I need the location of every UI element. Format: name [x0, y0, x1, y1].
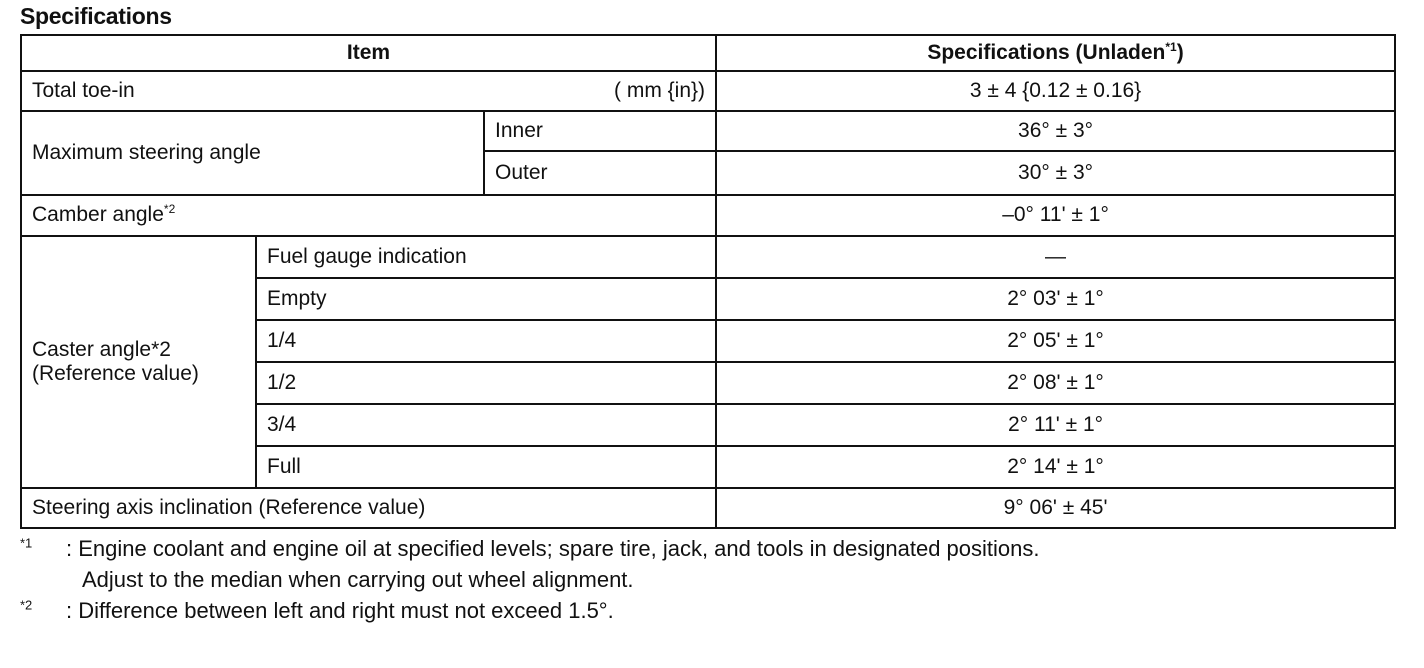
steering-angle-label: Maximum steering angle — [21, 111, 484, 195]
caster-item-value: 2° 14' ± 1° — [716, 446, 1395, 488]
footnote-line: : Difference between left and right must not exceed 1.5°. — [66, 598, 614, 623]
footnote-mark — [20, 595, 66, 626]
caster-item-value: — — [716, 236, 1395, 278]
toe-in-label-cell — [21, 71, 716, 111]
caster-item-label: Empty — [256, 278, 716, 320]
table-header-row — [21, 35, 1395, 71]
steering-outer-label: Outer — [484, 151, 716, 195]
caster-item-value: 2° 05' ± 1° — [716, 320, 1395, 362]
caster-item-value: 2° 03' ± 1° — [716, 278, 1395, 320]
caster-item-value: 2° 11' ± 1° — [716, 404, 1395, 446]
caster-item-label: 1/4 — [256, 320, 716, 362]
steering-axis-label: Steering axis inclination (Reference value) — [21, 488, 716, 528]
toe-in-unit: ( mm {in}) — [614, 78, 706, 102]
caster-item-value: 2° 08' ± 1° — [716, 362, 1395, 404]
camber-label: Camber angle — [32, 203, 164, 227]
camber-label-cell — [21, 195, 716, 236]
table-row — [21, 488, 1395, 528]
specifications-table — [20, 34, 1396, 529]
page-title: Specifications — [20, 3, 172, 29]
caster-item-label: Full — [256, 446, 716, 488]
footnote-1 — [20, 533, 1040, 595]
table-row — [21, 111, 1395, 151]
spec-header-close: ) — [1176, 40, 1184, 64]
steering-inner-value: 36° ± 3° — [716, 111, 1395, 151]
footnote-line: : Engine coolant and engine oil at specified levels; spare tire, jack, and tools in designated positions. — [66, 536, 1040, 561]
steering-outer-value: 30° ± 3° — [716, 151, 1395, 195]
spec-header — [716, 35, 1395, 71]
caster-item-label: 1/2 — [256, 362, 716, 404]
steering-axis-value: 9° 06' ± 45' — [716, 488, 1395, 528]
table-row — [21, 71, 1395, 111]
caster-item-label: 3/4 — [256, 404, 716, 446]
toe-in-label: Total toe-in — [32, 78, 135, 102]
caster-label: Caster angle*2 — [32, 337, 171, 361]
footnote-line: Adjust to the median when carrying out wheel alignment. — [82, 567, 634, 592]
table-row — [21, 236, 1395, 278]
table-row — [21, 195, 1395, 236]
footnote-mark-text: *1 — [20, 535, 33, 551]
spec-header-footnote-mark: *1 — [1165, 39, 1177, 54]
footnote-mark — [20, 533, 66, 564]
toe-in-value: 3 ± 4 {0.12 ± 0.16} — [716, 71, 1395, 111]
camber-value: –0° 11' ± 1° — [716, 195, 1395, 236]
footnote-2 — [20, 595, 1040, 626]
spec-header-label: Specifications (Unladen — [927, 40, 1166, 64]
item-header: Item — [21, 35, 716, 71]
caster-item-label: Fuel gauge indication — [256, 236, 716, 278]
caster-label-cell — [21, 236, 256, 488]
footnote-text — [66, 533, 1040, 595]
footnote-mark-text: *2 — [20, 597, 33, 613]
camber-footnote-mark: *2 — [163, 202, 176, 217]
steering-inner-label: Inner — [484, 111, 716, 151]
caster-label-reference: (Reference value) — [32, 362, 199, 385]
footnotes — [20, 533, 1040, 626]
